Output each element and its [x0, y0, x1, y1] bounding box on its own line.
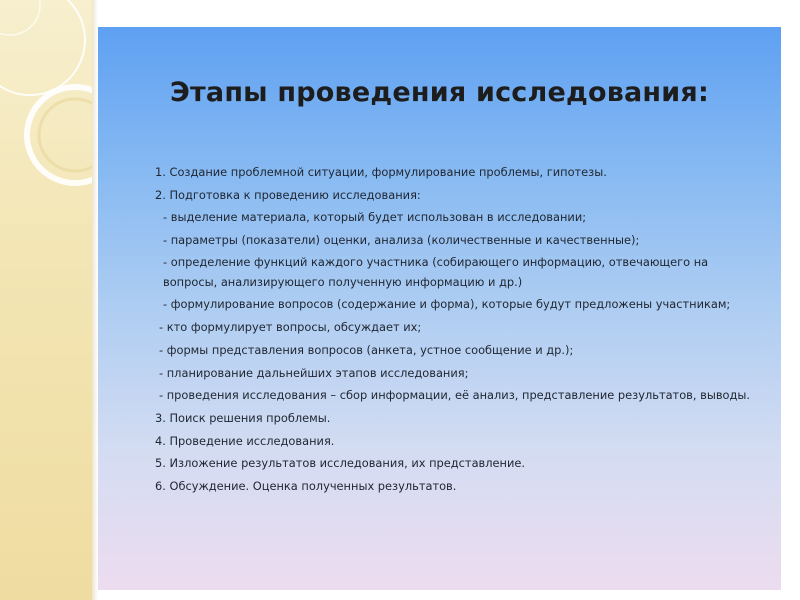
list-item: - параметры (показатели) оценки, анализа (количественные и качественные); — [163, 232, 640, 247]
list-item: - выделение материала, который будет использован в исследовании; — [163, 210, 587, 225]
list-item: 3. Поиск решения проблемы. — [155, 411, 331, 426]
list-item: - формулирование вопросов (содержание и форма), которые будут предложены участникам; — [163, 297, 731, 312]
list-item: 6. Обсуждение. Оценка полученных результатов. — [155, 478, 457, 493]
slide-title: Этапы проведения исследования: — [170, 77, 709, 108]
list-item: 1. Создание проблемной ситуации, формулирование проблемы, гипотезы. — [155, 165, 607, 179]
list-item: - формы представления вопросов (анкета, устное сообщение и др.); — [159, 342, 574, 357]
decorative-side-strip — [0, 0, 92, 600]
list-item: - кто формулирует вопросы, обсуждает их; — [159, 320, 422, 335]
list-item: - определение функций каждого участника (собирающего информацию, отвечающего на вопросы, анализирующего полученную информацию и др.) — [163, 255, 709, 290]
list-item: - проведения исследования – сбор информации, её анализ, представление результатов, выводы. — [159, 388, 750, 403]
slide — [98, 27, 781, 590]
decorative-circles-graphic — [0, 0, 92, 600]
slide-content — [155, 161, 755, 498]
list-item: 5. Изложение результатов исследования, их представление. — [155, 456, 526, 471]
list-item: - планирование дальнейших этапов исследования; — [159, 365, 469, 380]
list-item: 4. Проведение исследования. — [155, 433, 335, 448]
list-item: 2. Подготовка к проведению исследования: — [155, 187, 421, 202]
